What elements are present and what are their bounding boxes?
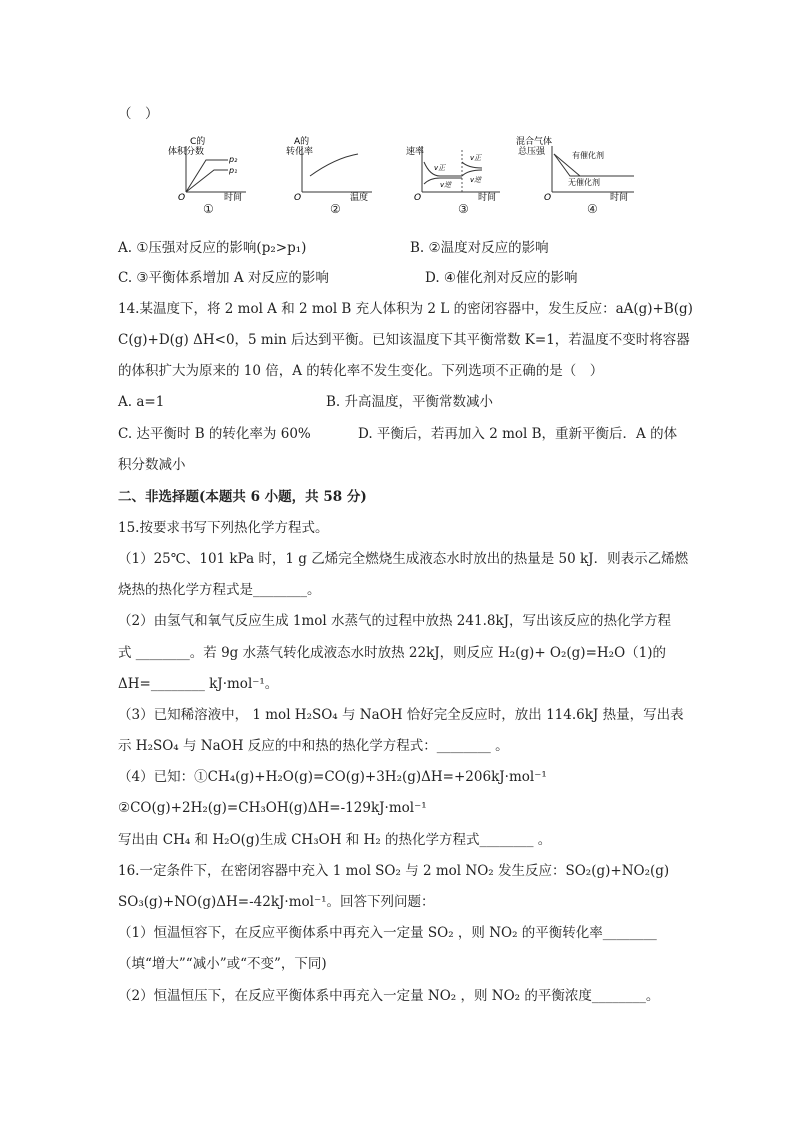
- fig1-ylabel2: 体积分数: [168, 147, 205, 157]
- fig2-ylabel1: A的: [294, 137, 310, 147]
- fig2-number: ②: [330, 202, 341, 216]
- fig2-xlabel: 温度: [350, 193, 369, 202]
- fig1-number: ①: [203, 202, 214, 216]
- q14-option-b: B. 升高温度，平衡常数减小: [326, 394, 494, 410]
- fig4-number: ④: [587, 202, 598, 216]
- q14-line2: C(g)+D(g) ΔH<0，5 min 后达到平衡。已知该温度下其平衡常数 K=1，若温度不变时将容器: [118, 332, 690, 348]
- q13-option-d: D. ④催化剂对反应的影响: [425, 270, 578, 286]
- q13-paren: （ ）: [118, 106, 159, 122]
- q15-part2-line1: （2）由氢气和氧气反应生成 1mol 水蒸气的过程中放热 241.8kJ，写出该反应的热化学方程: [118, 613, 672, 629]
- q14-option-d: D. 平衡后，若再加入 2 mol B，重新平衡后．A 的体: [358, 426, 678, 442]
- q16-part1-line1: （1）恒温恒容下，在反应平衡体系中再充入一定量 SO₂ ，则 NO₂ 的平衡转化率________: [118, 925, 657, 941]
- figure-2: [280, 132, 390, 206]
- fig3-xlabel: 时间: [478, 193, 497, 202]
- q16-part1-line2: （填“增大”“减小”或“不变”，下同): [118, 956, 327, 972]
- q15-part4-line2: ②CO(g)+2H₂(g)=CH₃OH(g)ΔH=-129kJ·mol⁻¹: [118, 800, 427, 816]
- q15-part2-line3: ΔH=________ kJ·mol⁻¹。: [118, 676, 279, 692]
- fig3-v-pos: v正: [434, 164, 446, 172]
- q16-part2: （2）恒温恒压下，在反应平衡体系中再充入一定量 NO₂ ，则 NO₂ 的平衡浓度________。: [118, 988, 660, 1004]
- fig3-number: ③: [458, 202, 469, 216]
- fig3-v-neg: v逆: [440, 181, 452, 189]
- figure-3: [400, 132, 520, 206]
- q16-stem-line2: SO₃(g)+NO(g)ΔH=-42kJ·mol⁻¹。回答下列问题：: [118, 894, 435, 910]
- q14-option-c: C. 达平衡时 B 的转化率为 60%: [118, 426, 311, 442]
- fig4-ylabel2: 总压强: [518, 147, 546, 157]
- figure-1: [168, 132, 278, 206]
- fig1-xlabel: 时间: [224, 193, 243, 202]
- q13-figures: [168, 132, 638, 224]
- fig1-p1: p₁: [229, 166, 238, 175]
- q15-part1-line1: （1）25℃、101 kPa 时，1 g 乙烯完全燃烧生成液态水时放出的热量是 50 kJ．则表示乙烯燃: [118, 551, 689, 567]
- fig4-ylabel1: 混合气体: [516, 137, 553, 147]
- fig1-origin: O: [178, 193, 186, 202]
- figure-4: [514, 132, 638, 206]
- fig2-origin: O: [294, 193, 302, 202]
- q15-part2-line2: 式 ________。若 9g 水蒸气转化成液态水时放热 22kJ，则反应 H₂(g)+ O₂(g)=H₂O（1)的: [118, 645, 666, 661]
- fig2-ylabel2: 转化率: [286, 147, 314, 157]
- q13-option-a: A. ①压强对反应的影响(p₂>p₁): [118, 240, 307, 256]
- q15-part3-line1: （3）已知稀溶液中， 1 mol H₂SO₄ 与 NaOH 恰好完全反应时，放出 114.6kJ 热量，写出表: [118, 707, 684, 723]
- q14-option-a: A. a=1: [118, 394, 165, 410]
- q15-part4-line3: 写出由 CH₄ 和 H₂O(g)生成 CH₃OH 和 H₂ 的热化学方程式________ 。: [118, 832, 552, 848]
- q15-part4-line1: （4）已知：①CH₄(g)+H₂O(g)=CO(g)+3H₂(g)ΔH=+206kJ·mol⁻¹: [118, 769, 547, 785]
- fig4-cat: 有催化剂: [572, 151, 604, 160]
- section-2-heading: 二、非选择题(本题共 6 小题，共 58 分): [118, 489, 367, 505]
- q14-line1: 14.某温度下，将 2 mol A 和 2 mol B 充人体积为 2 L 的密闭容器中，发生反应：aA(g)+B(g): [118, 301, 693, 317]
- fig3-v-neg2: v逆: [470, 176, 482, 184]
- fig3-v-pos2: v正: [470, 154, 482, 162]
- q13-option-c: C. ③平衡体系增加 A 对反应的影响: [118, 270, 329, 286]
- fig3-ylabel: 速率: [406, 147, 425, 157]
- q13-option-b: B. ②温度对反应的影响: [410, 240, 549, 256]
- fig4-origin: O: [544, 193, 552, 202]
- q14-option-d-cont: 积分数减小: [118, 457, 186, 473]
- fig1-ylabel1: C的: [190, 137, 206, 147]
- q15-part1-line2: 烧热的热化学方程式是________。: [118, 582, 321, 598]
- fig4-xlabel: 时间: [610, 193, 629, 202]
- fig3-origin: O: [414, 193, 422, 202]
- q15-part3-line2: 示 H₂SO₄ 与 NaOH 反应的中和热的热化学方程式：________ 。: [118, 738, 509, 754]
- q15-stem: 15.按要求书写下列热化学方程式。: [118, 520, 329, 536]
- q16-stem-line1: 16.一定条件下，在密闭容器中充入 1 mol SO₂ 与 2 mol NO₂ 发生反应：SO₂(g)+NO₂(g): [118, 863, 670, 879]
- q14-line3: 的体积扩大为原来的 10 倍，A 的转化率不发生变化。下列选项不正确的是（ ）: [118, 363, 604, 379]
- fig1-p2: p₂: [229, 155, 238, 164]
- fig4-nocat: 无催化剂: [568, 178, 600, 187]
